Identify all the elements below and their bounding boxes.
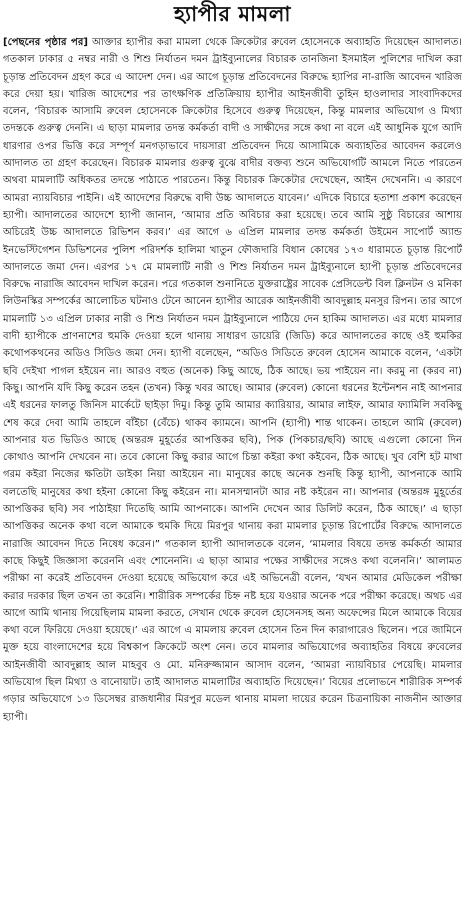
article-body-text: আক্তার হ্যাপীর করা মামলা থেকে ক্রিকেটার রুবেল হোসেনকে অব্যাহতি দিয়েছেন আদালত। গতকাল ঢাকার ৫ নম্বর নারী ও শিশু নির্যাতন দমন ট্রাইব্যুনালের বিচারক তানজিনা ইসমাইল পুলিশের দাখিল করা চূড়ান্ত প্রতিবেদন গ্রহণ করে এ আদেশ দেন। এর আগে চূড়ান্ত প্রতিবেদনের বিরুদ্ধে হ্যাপির না-রাজি আবেদন খারিজ করে দেয়া হয়। খারিজ আদেশের পর তাৎক্ষণিক প্রতিক্রিয়ায় হ্যাপীর আইনজীবী তুহিন হাওলাদার সাংবাদিকদের বলেন, ‘বিচারক আসামি রুবেল হোসেনকে ক্রিকেটার হিসেবে গুরুত্ব দিয়েছেন, কিন্তু মামলার অভিযোগ ও মিথ্যা তদন্তকে গুরুত্ব দেননি। এ ছাড়া মামলার তদন্ত কর্মকর্তা বাদী ও সাক্ষীদের সঙ্গে কথা না বলে এই আধুনিক যুগে আদি ধারণার ওপর ভিত্তি করে সম্পূর্ণ মনগড়াভাবে দায়সারা প্রতিবেদন দিয়ে আসামিকে অব্যাহতির আবেদন করলেও আদালত তা গ্রহণ করেছেন। বিচারক মামলার গুরুত্ব বুঝে বাদীর বক্তব্য শুনে অভিযোগটি আমলে নিতে পারতেন অথবা মামলাটি অধিকতর তদন্তে পাঠাতে পারতেন। কিন্তু বিচারক ক্রিকেটার দেখেছেন, আইন দেখেননি। এ কারণে আমরা ন্যায়বিচার পাইনি। এই আদেশের বিরুদ্ধে বাদী উচ্চ আদালতে যাবেন।’ এদিকে বিচারে হতাশা প্রকাশ করেছেন হ্যাপী। আদালতের আদেশে হ্যাপী জানান, ‘আমার প্রতি অবিচার করা হয়েছে। তবে আমি সুষ্ঠু বিচারের আশায় অচিরেই উচ্চ আদালতে রিভিশন করব।’ এর আগে ৬ এপ্রিল মামলার তদন্ত কর্মকর্তা উইমেন সাপোর্ট অ্যান্ড ইনভেস্টিগেশন ডিভিশনের পুলিশ পরিদর্শক হালিমা খাতুন ফৌজদারি বিধান কোষের ১৭৩ ধারামতে চূড়ান্ত রিপোর্ট আদালতে জমা দেন। এরপর ১৭ মে মামলাটি নারী ও শিশু নির্যাতন দমন ট্রাইব্যুনালে হ্যাপী চূড়ান্ত প্রতিবেদনের বিরুদ্ধে নারাজি আবেদন দাখিল করেন। পরে গতকাল শুনানিতে যুক্তরাষ্ট্রের সাবেক প্রেসিডেন্ট বিল ক্লিনটন ও মনিকা লিউনস্কির সম্পর্কের আলোচিত ঘটনাও টেনে আনেন হ্যাপীর আরেক আইনজীবী আবদুল্লাহ মনসুর রিপন। তার আগে মামলাটি ১৩ এপ্রিল ঢাকার নারী ও শিশু নির্যাতন দমন ট্রাইব্যুনালে পাঠিয়ে দেন হাকিম আদালত। এর মধ্যে মামলার বাদী হ্যাপীকে প্রাণনাশের হুমকি দেওয়া হলে থানায় সাধারণ ডায়েরি (জিডি) করে আদালতের কাছে ওই হুমকির কথোপকথনের অডিও সিডিও জমা দেন। হ্যাপী বলেছেন, “অডিও সিডিতে রুবেল হোসেন আমাকে বলেন, ‘একটা ছবি দেইখা পাগল হইয়েন না। আরও বহুত (অনেক) কিছু আছে, ঠিক আছে। ভয় পাইয়েন না। করমু না (করব না) কিছু। আপনি যদি কিছু করেন তহন (তখন) কিন্তু খবর আছে। আমার (রুবেল) কোনো ধরনের ইন্টেনশন নাই আপনার এই ধরনের ফালতু জিনিস মার্কেটে ছাইড়া দিমু। কিন্তু তুমি আমার ক্যারিয়ার, আমার লাইফ, আমার ফ্যামিলি সবকিছু শেষ করে দেবা আমি তাহলে বাঁইচা (বেঁচে) থাকব ক্যামনে। আপনি (হ্যাপী) শান্ত থাকেন। তাহলে আমি (রুবেল) আপনার যত ভিডিও আছে (অন্তরঙ্গ মুহূর্তের আপত্তিকর ছবি), পিক (পিকচার/ছবি) আছে এগুলো কোনো দিন কোথাও আপনি দেখবেন না। তবে কোনো কিছু করার আগে চিন্তা কইরা কথা কইবেন, ঠিক আছে। খুব বেশি হট মাথা গরম কইরা নিজের ক্ষতিটা ডাইকা নিয়া আইয়েন না। মানুষের কাছে অনেক শুনছি কিন্তু হ্যাপী, আপনাকে আমি বলতেছি মানুষের কথা হইনা কোনো কিছু কইরেন না। মানসম্মানটা আর নষ্ট কইরেন না। আপনার (অন্তরঙ্গ মুহূর্তের আপত্তিকর ছবি) সব পাঠাইয়া দিতেছি আমি আপনাকে। আপনি দেখেন আর ডিলিট করেন, ঠিক আছে।’ এ ছাড়া আপত্তিকর অনেক কথা বলে আমাকে হুমকি দিয়ে মিরপুর থানায় করা মামলার চূড়ান্ত রিপোর্টের বিরুদ্ধে আদালতে নারাজি আবেদন দিতে নিষেধ করেন।” গতকাল হ্যাপী আদালতকে বলেন, ‘মামলার বিষয়ে তদন্ত কর্মকর্তা আমার কাছে কিছুই জিজ্ঞাসা করেননি এবং শোনেননি। এ ছাড়া আমার পক্ষের সাক্ষীদের সঙ্গেও কথা বলেননি।’ আলামত পরীক্ষা না করেই প্রতিবেদন দেওয়া হয়েছে অভিযোগ করে এই অভিনেত্রী বলেন, ‘যখন আমার মেডিকেল পরীক্ষা করার দরকার ছিল তখন তা করেনি। শারীরিক সম্পর্কের চিহ্ন নষ্ট হয়ে যওয়ার অনেক পরে পরীক্ষা করেছে। অথচ এর আগে আমি থানায় গিয়েছিলাম মামলা করতে, সেখান থেকে রুবেল হোসেনসহ অন্য অফেন্সের মিলে আমাকে বিয়ের কথা বলে ফিরিয়ে দেওয়া হয়েছে।’ এর আগে এ মামলায় রুবেল হোসেন তিন দিন কারাগারেও ছিলেন। পরে জামিনে মুক্ত হয়ে বাংলাদেশের হয়ে বিশ্বকাপ ক্রিকেটে অংশ নেন। তবে মামলার অভিযোগের অব্যাহতির বিষয়ে রুবেলের আইনজীবী আবদুল্লাহ আল মাহবুব ও মো. মনিরুজ্জামান আসাদ বলেন, ‘আমরা ন্যায়বিচার পেয়েছি। মামলার অভিযোগ ছিল মিথ্যা ও বানোয়াট। তাই আদালত মামলাটির অব্যাহতি দিয়েছেন।’ বিয়ের প্রলোভনে শারীরিক সম্পর্ক গড়ার অভিযোগে ১৩ ডিসেম্বর রাজধানীর মিরপুর মডেল থানায় মামলা দায়ের করেন চিত্রনায়িকা নাজনীন আক্তার হ্যাপী।	[3, 37, 463, 723]
article-body	[3, 34, 462, 726]
article-headline: হ্যাপীর মামলা	[174, 2, 291, 26]
continued-from-label: [পেছনের পৃষ্ঠার পর]	[3, 37, 89, 48]
